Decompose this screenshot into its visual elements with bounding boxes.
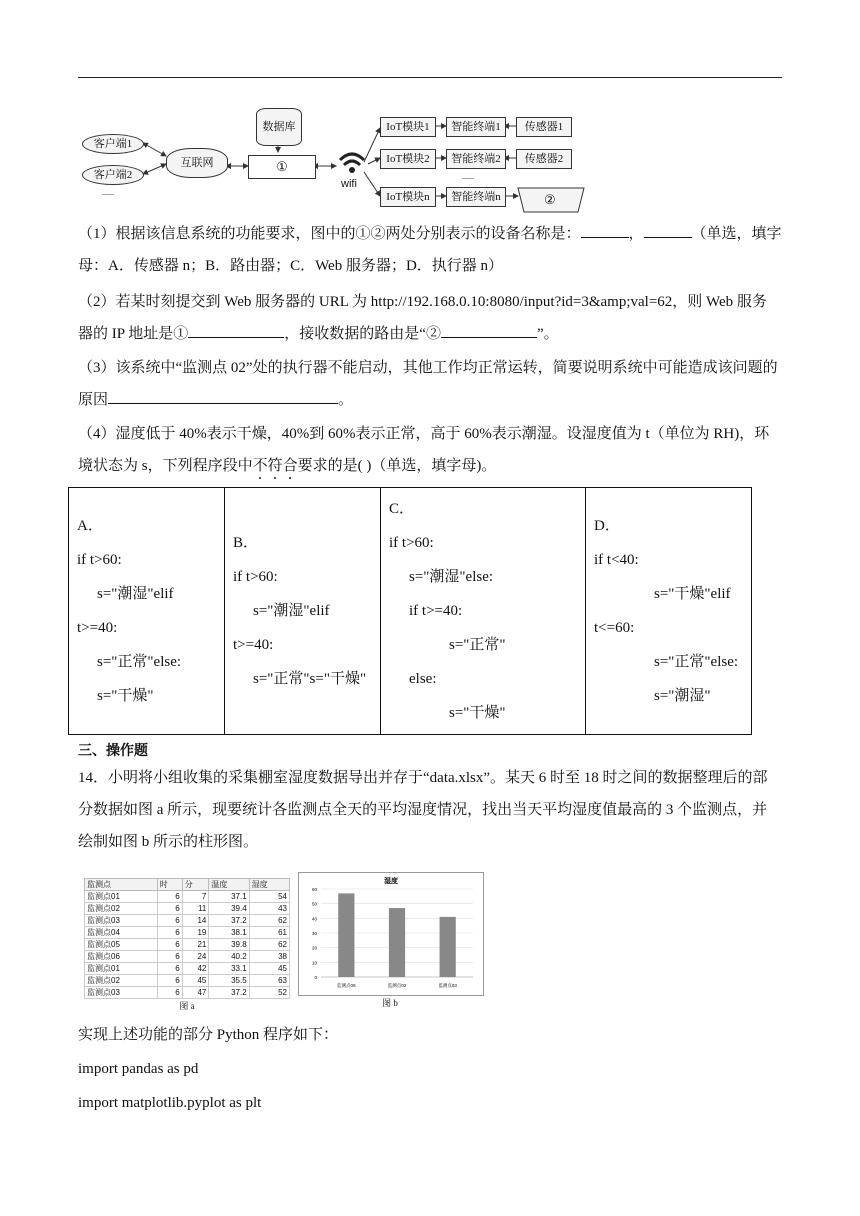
sheet-row xyxy=(85,975,290,987)
option-c-line: if t>60: xyxy=(389,535,434,551)
q14-line: 绘制如图 b 所示的柱形图。 xyxy=(78,834,259,850)
sensor-1: 传感器1 xyxy=(516,117,572,137)
sheet-header-cell: 监测点 xyxy=(85,879,158,891)
sheet-cell: 37.2 xyxy=(209,987,249,999)
code-line-2: import matplotlib.pyplot as plt xyxy=(78,1095,262,1111)
sheet-cell: 42 xyxy=(182,963,209,975)
option-b-line: if t>60: xyxy=(233,569,278,585)
q1-sep: ， xyxy=(628,226,644,242)
q1-options: 母：A．传感器 n；B．路由器；C．Web 服务器；D．执行器 n） xyxy=(78,258,504,274)
bar xyxy=(440,917,456,977)
option-d-line: if t<40: xyxy=(594,552,639,568)
sheet-header-cell: 湿度 xyxy=(249,879,289,891)
sheet-cell: 63 xyxy=(249,975,289,987)
sheet-cell: 11 xyxy=(182,903,209,915)
option-a-cell[interactable] xyxy=(69,488,225,735)
sheet-cell: 监测点03 xyxy=(85,915,158,927)
option-a-line: t>=40: xyxy=(77,620,118,636)
sheet-row xyxy=(85,903,290,915)
option-d-line: s="正常"else: xyxy=(654,654,739,670)
sheet-cell: 6 xyxy=(157,903,182,915)
sheet-cell: 监测点03 xyxy=(85,987,158,999)
y-tick-label: 30 xyxy=(311,931,317,936)
question-3 xyxy=(78,352,784,416)
option-c-line: if t>=40: xyxy=(409,603,463,619)
option-b-line: s="正常"s="干燥" xyxy=(253,671,367,687)
question-2 xyxy=(78,286,784,350)
sensor-2: 传感器2 xyxy=(516,149,572,169)
figure-b-caption: 图 b xyxy=(382,998,398,1008)
sheet-cell: 40.2 xyxy=(209,951,249,963)
q14-line: 14．小明将小组收集的采集棚室湿度数据导出并存于“data.xlsx”。某天 6 时至 18 时之间的数据整理后的部 xyxy=(78,770,768,786)
y-tick-label: 0 xyxy=(314,975,317,980)
sheet-cell: 6 xyxy=(157,975,182,987)
smart-terminal-2: 智能终端2 xyxy=(446,149,506,169)
q4-text-a: 境状态为 s，下列程序段中 xyxy=(78,458,253,474)
sheet-cell: 24 xyxy=(182,951,209,963)
marker-2: ② xyxy=(544,192,556,207)
q2-text-b: ，接收数据的路由是“② xyxy=(284,326,441,342)
option-b-line: t>=40: xyxy=(233,637,274,653)
option-d-label: D． xyxy=(594,518,620,534)
sheet-cell: 监测点04 xyxy=(85,927,158,939)
q4-emphasis: 不符合 xyxy=(252,458,298,474)
system-diagram xyxy=(78,100,590,215)
sheet-cell: 6 xyxy=(157,963,182,975)
q2-blank-ip[interactable] xyxy=(188,321,284,338)
sheet-row xyxy=(85,891,290,903)
smart-terminal-n: 智能终端n xyxy=(446,187,506,207)
q3-blank-reason[interactable] xyxy=(108,387,338,404)
sheet-cell: 监测点05 xyxy=(85,939,158,951)
y-tick-label: 40 xyxy=(311,916,317,922)
sheet-cell: 监测点06 xyxy=(85,951,158,963)
sheet-cell: 19 xyxy=(182,927,209,939)
x-tick-label: 监测点06 xyxy=(337,983,356,988)
q14-line: 分数据如图 a 所示，现要统计各监测点全天的平均湿度情况，找出当天平均湿度值最高的 3 个监测点，并 xyxy=(78,802,768,818)
option-a-line: if t>60: xyxy=(77,552,122,568)
code-section xyxy=(78,1018,784,1120)
option-c-line: else: xyxy=(409,671,437,687)
question-1 xyxy=(78,218,784,282)
sheet-cell: 37.1 xyxy=(209,891,249,903)
option-a-line: s="正常"else: xyxy=(97,654,182,670)
header-rule xyxy=(78,77,782,78)
sheet-cell: 6 xyxy=(157,987,182,999)
option-b-cell[interactable] xyxy=(225,488,381,735)
option-a-line: s="干燥" xyxy=(97,688,154,704)
client-more: ...... xyxy=(102,188,114,197)
internet-cloud: 互联网 xyxy=(166,148,228,178)
sheet-cell: 7 xyxy=(182,891,209,903)
q1-text: （1）根据该信息系统的功能要求，图中的①②两处分别表示的设备名称是： xyxy=(78,226,581,242)
bar xyxy=(389,908,405,977)
sheet-cell: 38 xyxy=(249,951,289,963)
option-c-line: s="干燥" xyxy=(449,705,506,721)
smart-terminal-1: 智能终端1 xyxy=(446,117,506,137)
diagram-connectors xyxy=(78,100,590,215)
y-tick-label: 50 xyxy=(311,901,317,907)
sheet-cell: 6 xyxy=(157,939,182,951)
question-4 xyxy=(78,418,784,483)
q2-blank-route[interactable] xyxy=(441,321,537,338)
sheet-cell: 21 xyxy=(182,939,209,951)
figure-a-caption: 图 a xyxy=(179,1001,195,1011)
humidity-bar-chart xyxy=(298,872,484,996)
sheet-row xyxy=(85,939,290,951)
option-d-line: s="干燥"elif xyxy=(654,586,731,602)
server-marker-1: ① xyxy=(248,155,316,179)
q3-text-a: 原因 xyxy=(78,392,109,408)
sheet-row xyxy=(85,915,290,927)
code-intro: 实现上述功能的部分 Python 程序如下： xyxy=(78,1027,339,1043)
sheet-cell: 37.2 xyxy=(209,915,249,927)
sheet-header-cell: 分 xyxy=(182,879,209,891)
sheet-row xyxy=(85,927,290,939)
y-tick-label: 20 xyxy=(311,945,317,951)
iot-module-1: IoT模块1 xyxy=(380,117,436,137)
data-sheet xyxy=(84,878,290,999)
sheet-cell: 52 xyxy=(249,987,289,999)
q1-blank-1[interactable] xyxy=(581,221,629,238)
sheet-row xyxy=(85,987,290,999)
figure-a xyxy=(84,878,290,1012)
sheet-cell: 39.8 xyxy=(209,939,249,951)
sheet-cell: 45 xyxy=(249,963,289,975)
option-d-line: t<=60: xyxy=(594,620,635,636)
database-node: 数据库 xyxy=(256,108,302,146)
q3-text: （3）该系统中“监测点 02”处的执行器不能启动，其他工作均正常运转，简要说明系统中可能造成该问题的 xyxy=(78,360,778,376)
sheet-header-cell: 时 xyxy=(157,879,182,891)
sheet-cell: 62 xyxy=(249,915,289,927)
sheet-cell: 监测点02 xyxy=(85,975,158,987)
sheet-cell: 45 xyxy=(182,975,209,987)
iot-module-n: IoT模块n xyxy=(380,187,436,207)
q3-text-b: 。 xyxy=(338,392,354,408)
sheet-header-cell: 温度 xyxy=(209,879,249,891)
sheet-row xyxy=(85,963,290,975)
sheet-cell: 39.4 xyxy=(209,903,249,915)
section-heading: 三、操作题 xyxy=(78,742,148,758)
wifi-label: wifi xyxy=(341,178,357,190)
sheet-cell: 14 xyxy=(182,915,209,927)
option-c-label: C． xyxy=(389,501,415,517)
sheet-cell: 监测点01 xyxy=(85,891,158,903)
bar xyxy=(338,893,354,977)
sheet-cell: 54 xyxy=(249,891,289,903)
sheet-cell: 6 xyxy=(157,927,182,939)
option-c-cell[interactable] xyxy=(381,488,586,735)
q1-blank-2[interactable] xyxy=(644,221,692,238)
q4-text: （4）湿度低于 40%表示干燥，40%到 60%表示正常，高于 60%表示潮湿。设湿度值为 t（单位为 RH)，环 xyxy=(78,426,770,442)
q4-text-b: 要求的是( )（单选，填字母)。 xyxy=(297,458,497,474)
y-tick-label: 10 xyxy=(311,960,317,966)
client1-node: 客户端1 xyxy=(82,134,144,154)
sheet-cell: 43 xyxy=(249,903,289,915)
sheet-row xyxy=(85,951,290,963)
sheet-cell: 6 xyxy=(157,915,182,927)
q2-text-a: 器的 IP 地址是① xyxy=(78,326,189,342)
option-a-line: s="潮湿"elif xyxy=(97,586,174,602)
sheet-cell: 35.5 xyxy=(209,975,249,987)
y-tick-label: 60 xyxy=(311,887,317,892)
chart-title: 湿度 xyxy=(384,878,398,885)
sheet-cell: 6 xyxy=(157,891,182,903)
row-more: ...... xyxy=(462,172,474,181)
q1-tail: （单选，填字 xyxy=(691,226,782,242)
options-table xyxy=(68,487,752,735)
sheet-cell: 6 xyxy=(157,951,182,963)
option-a-label: A． xyxy=(77,518,103,534)
iot-module-2: IoT模块2 xyxy=(380,149,436,169)
figure-b xyxy=(298,872,482,1009)
q2-text-c: ”。 xyxy=(536,326,559,342)
q2-text: （2）若某时刻提交到 Web 服务器的 URL 为 http://192.168.0.10:8080/input?id=3&amp;val=62，则 Web 服务 xyxy=(78,294,767,310)
option-b-line: s="潮湿"elif xyxy=(253,603,330,619)
option-c-line: s="正常" xyxy=(449,637,506,653)
x-tick-label: 监测点03 xyxy=(438,983,457,988)
option-d-line: s="潮湿" xyxy=(654,688,711,704)
sheet-cell: 38.1 xyxy=(209,927,249,939)
code-line-1: import pandas as pd xyxy=(78,1061,199,1077)
x-tick-label: 监测点02 xyxy=(387,983,407,988)
client2-node: 客户端2 xyxy=(82,165,144,185)
question-14 xyxy=(78,762,784,858)
sheet-cell: 61 xyxy=(249,927,289,939)
option-b-label: B． xyxy=(233,535,259,551)
option-d-cell[interactable] xyxy=(586,488,752,735)
option-c-line: s="潮湿"else: xyxy=(409,569,494,585)
sheet-cell: 监测点01 xyxy=(85,963,158,975)
sheet-cell: 62 xyxy=(249,939,289,951)
sheet-cell: 47 xyxy=(182,987,209,999)
sheet-cell: 监测点02 xyxy=(85,903,158,915)
sheet-cell: 33.1 xyxy=(209,963,249,975)
